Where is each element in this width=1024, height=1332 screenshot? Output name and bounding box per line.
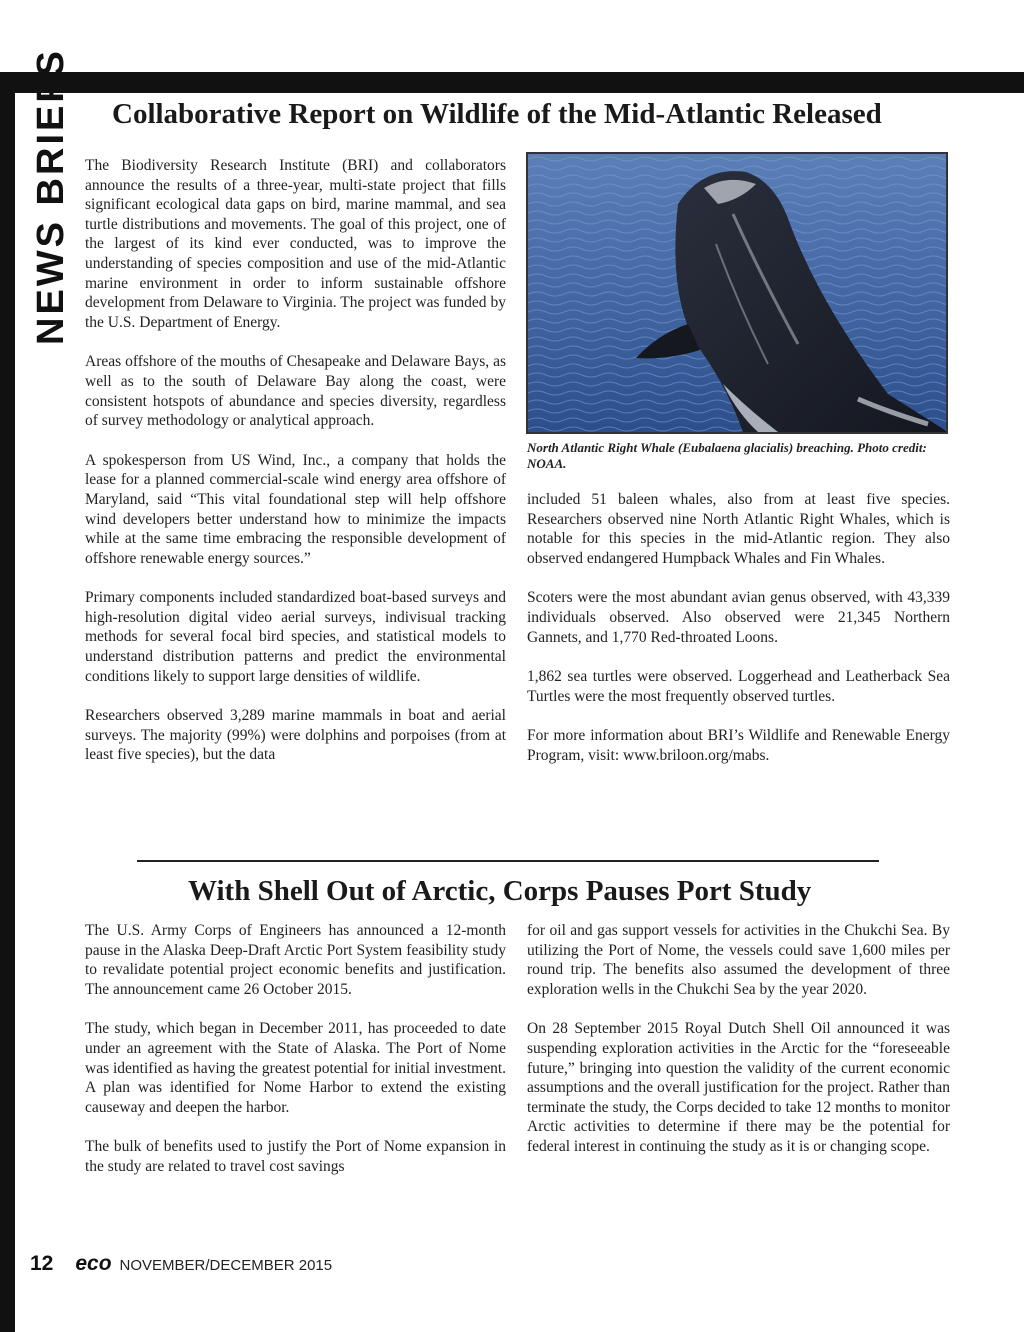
paragraph: The U.S. Army Corps of Engineers has announced a 12-month pause in the Alaska Deep-Draft Arctic Port System feasibility study to revalidate potential project economic benefits and justification. The announcement came 26 October 2015. (85, 922, 506, 998)
paragraph: A spokesperson from US Wind, Inc., a company that holds the lease for a planned commercial-scale wind energy area offshore of Maryland, said “This vital foundational step will help offshore wind developers better understand how to minimize the impacts while at the same time embracing the responsible development of offshore renewable energy sources.” (85, 451, 506, 567)
header-bar (0, 72, 1024, 93)
paragraph: included 51 baleen whales, also from at least five species. Researchers observed nine North Atlantic Right Whales, which is notable for this species in the mid-Atlantic region. They also observed endangered Humpback Whales and Fin Whales. (527, 491, 950, 567)
article-1-column-1 (85, 156, 506, 765)
paragraph: Areas offshore of the mouths of Chesapeake and Delaware Bays, as well as to the south of Delaware Bay along the coast, were consistent hotspots of abundance and species diversity, regardless of survey methodology or analytical approach. (85, 353, 506, 430)
article-2-column-1 (85, 921, 506, 1177)
paragraph: Primary components included standardized boat-based surveys and high-resolution digital video aerial surveys, indivisual tracking methods for several focal bird species, and statistical models to understand distribution patterns and predict the environmental conditions likely to support large densities of wildlife. (85, 589, 506, 685)
paragraph: The bulk of benefits used to justify the Port of Nome expansion in the study are related to travel cost savings (85, 1138, 506, 1175)
paragraph: Scoters were the most abundant avian genus observed, with 43,339 individuals observed. Also observed were 21,345 Northern Gannets, and 1,770 Red-throated Loons. (527, 589, 950, 646)
photo-caption: North Atlantic Right Whale (Eubalaena glacialis) breaching. Photo credit: NOAA. (527, 440, 927, 471)
article-1-column-2 (527, 490, 950, 766)
paragraph: Researchers observed 3,289 marine mammals in boat and aerial surveys. The majority (99%) were dolphins and porpoises (from at least five species), but the data (85, 707, 506, 764)
paragraph: The Biodiversity Research Institute (BRI) and collaborators announce the results of a three-year, multi-state project that fills significant ecological data gaps on bird, marine mammal, and sea turtle distributions and movements. The goal of this project, one of the largest of its kind ever conducted, was to improve the understanding of species composition and use of the mid-Atlantic marine environment in order to inform sustainable offshore development from Delaware to Virginia. The project was funded by the U.S. Department of Energy. (85, 157, 506, 331)
whale-photo (526, 152, 948, 434)
page-number: 12 (30, 1252, 54, 1275)
paragraph: for oil and gas support vessels for activities in the Chukchi Sea. By utilizing the Port of Nome, the vessels could save 1,600 miles per round trip. The benefits also assumed the development of three exploration wells in the Chukchi Sea by the year 2020. (527, 922, 950, 998)
paragraph: On 28 September 2015 Royal Dutch Shell Oil announced it was suspending exploration activities in the Arctic for the “foreseeable future,” bringing into question the validity of the current economic assumptions and the overall justification for the project. Rather than terminate the study, the Corps decided to take 12 months to monitor Arctic activities to determine if there may be the potential for federal interest in continuing the study as it is or changing scope. (527, 1020, 950, 1155)
section-label: NEWS BRIEFS (30, 48, 72, 345)
whale-breaching-image (528, 154, 946, 432)
article-2-headline: With Shell Out of Arctic, Corps Pauses Port Study (188, 875, 812, 907)
paragraph: The study, which began in December 2011, has proceeded to date under an agreement with the State of Alaska. The Port of Nome was identified as having the greatest potential for initial investment. A plan was identified for Nome Harbor to extend the existing causeway and deepen the harbor. (85, 1020, 506, 1116)
paragraph: 1,862 sea turtles were observed. Loggerhead and Leatherback Sea Turtles were the most frequently observed turtles. (527, 668, 950, 705)
page-footer (30, 1252, 332, 1276)
article-2-column-2 (527, 921, 950, 1157)
magazine-logo: eco (75, 1252, 112, 1275)
side-bar (0, 72, 15, 1332)
paragraph: For more information about BRI’s Wildlife and Renewable Energy Program, visit: www.briloon.org/mabs. (527, 727, 950, 764)
section-divider (137, 860, 879, 862)
article-1-headline: Collaborative Report on Wildlife of the Mid-Atlantic Released (112, 98, 882, 130)
issue-date: NOVEMBER/DECEMBER 2015 (119, 1257, 333, 1274)
